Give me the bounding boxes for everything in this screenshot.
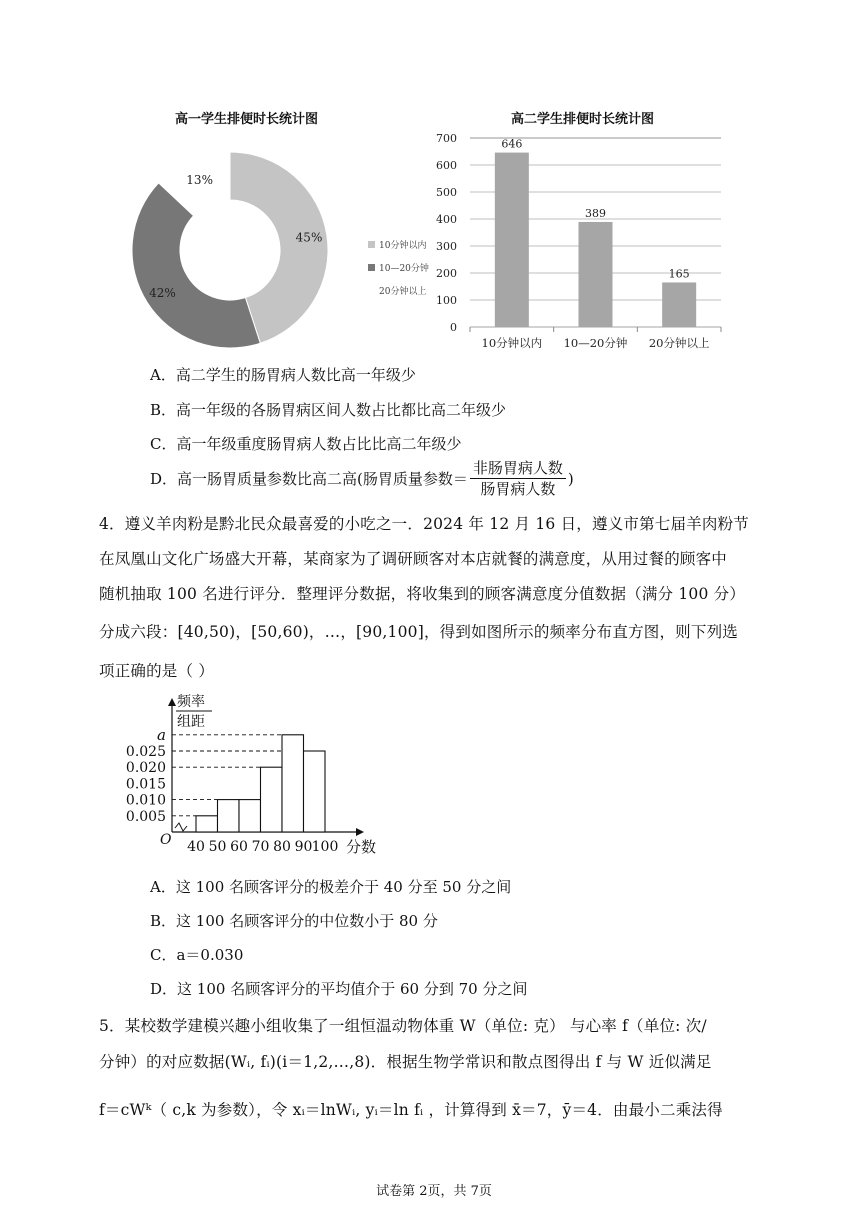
q3-option-b: B．高一年级的各肠胃病区间人数占比都比高二年级少 [150,401,507,419]
fraction-numerator: 非肠胃病人数 [470,458,566,479]
y-tick-label: 700 [436,132,457,145]
histogram-bar [304,751,326,832]
q5-line-2: 分钟）的对应数据(Wᵢ, fᵢ)(i＝1,2,…,8)．根据生物学常识和散点图得出 f 与 W 近似满足 [99,1053,712,1071]
legend-item-10min [368,238,429,251]
legend-item-20min-plus [368,284,429,297]
y-tick-label: 100 [436,294,457,307]
y-tick-label: 600 [436,159,457,172]
x-tick-label: 70 [251,839,270,855]
q4-line-5: 项正确的是（ ） [99,662,215,680]
y-tick-label: 0.015 [125,776,166,793]
bar-value-label: 646 [501,137,523,151]
q3-option-c: C．高一年级重度肠胃病人数占比比高二年级少 [150,435,462,453]
bar [579,222,613,327]
q3-option-d [150,458,574,499]
x-tick-label: 10—20分钟 [563,336,628,350]
q4-line-4: 分成六段：[40,50)，[50,60)，…，[90,100]，得到如图所示的频率分布直方图，则下列选 [99,623,738,641]
y-tick-label: 400 [436,213,457,226]
pie-slice-label: 45% [295,230,323,245]
q5-line-1: 5．某校数学建模兴趣小组收集了一组恒温动物体重 W（单位: 克） 与心率 f（单位: 次/ [99,1017,707,1035]
histogram-bar [282,735,304,832]
pie-slice-label: 42% [149,285,176,300]
legend-label: 10—20分钟 [379,264,429,274]
histogram-bar [196,816,218,832]
x-tick-label: 80 [273,839,291,855]
pie-chart [130,140,350,355]
pie-legend [368,238,429,297]
y-tick-label: 200 [436,267,457,280]
legend-swatch-white [368,287,375,294]
y-tick-label: 0.005 [125,808,166,825]
q3-option-a: A．高二学生的肠胃病人数比高一年级少 [150,366,416,384]
bar-value-label: 389 [585,206,606,220]
y-tick-label: 0 [450,321,457,334]
quality-fraction [470,458,566,499]
y-tick-label: 0.020 [125,760,166,777]
x-axis-arrow [356,828,364,836]
bar [495,153,529,327]
q4-line-3: 随机抽取 100 名进行评分．整理评分数据，将收集到的顾客满意度分值数据（满分 100 分） [99,585,746,603]
q3-option-d-suffix: ) [567,469,574,488]
histogram-bar [218,800,240,832]
y-label-bottom: 组距 [177,714,205,730]
x-tick-label: 60 [230,839,248,855]
fraction-denominator: 肠胃病人数 [480,480,556,498]
q4-line-2: 在凤凰山文化广场盛大开幕，某商家为了调研顾客对本店就餐的满意度，从用过餐的顾客中 [99,550,728,568]
legend-item-10-20min [368,261,429,274]
pie-chart-title: 高一学生排便时长统计图 [175,112,319,127]
legend-swatch-light [368,241,375,248]
y-label-top: 频率 [177,694,205,710]
legend-swatch-dark [368,264,375,271]
q4-option-c: C．a＝0.030 [150,946,244,964]
q4-option-a: A．这 100 名顾客评分的极差介于 40 分至 50 分之间 [150,878,512,896]
x-tick-label: 50 [208,839,227,855]
legend-label: 20分钟以上 [379,287,427,297]
x-tick-label: 100 [311,839,339,855]
frequency-histogram [120,690,390,860]
y-tick-label: a [157,725,166,744]
q4-option-d: D．这 100 名顾客评分的平均值介于 60 分到 70 分之间 [150,980,528,998]
x-tick-label: 10分钟以内 [481,336,543,350]
y-tick-label: 500 [436,186,457,199]
y-tick-label: 0.025 [125,744,166,760]
q4-line-1: 4．遵义羊肉粉是黔北民众最喜爱的小吃之一．2024 年 12 月 16 日，遵义市第七届羊肉粉节 [99,515,749,533]
axis-break [175,823,187,831]
x-tick-label: 40 [187,839,205,855]
page-footer: 试卷第 2页，共 7页 [376,1184,492,1199]
bar-chart-title: 高二学生排便时长统计图 [511,112,655,127]
x-tick-label: 20分钟以上 [648,336,710,350]
q3-option-d-text: D．高一肠胃质量参数比高二高(肠胃质量参数＝ [150,470,468,488]
y-tick-label: 300 [436,240,457,253]
x-axis-label: 分数 [346,838,377,856]
origin-label: O [160,832,172,848]
q4-option-b: B．这 100 名顾客评分的中位数小于 80 分 [150,912,438,930]
bar-chart [425,128,735,353]
x-tick-label: 90 [294,839,313,855]
legend-label: 10分钟以内 [379,241,427,251]
y-tick-label: 0.010 [125,792,166,809]
q5-line-3: f＝cWᵏ（ c,k 为参数），令 xᵢ＝lnWᵢ, yᵢ＝ln fᵢ ，计算得到 x̄＝7，ȳ＝4．由最小二乘法得 [99,1101,723,1119]
y-axis-arrow [168,698,176,706]
pie-slice-label: 13% [186,172,213,187]
histogram-bar [261,767,283,832]
bar-value-label: 165 [668,267,690,281]
bar [662,282,696,327]
histogram-bar [239,800,261,832]
